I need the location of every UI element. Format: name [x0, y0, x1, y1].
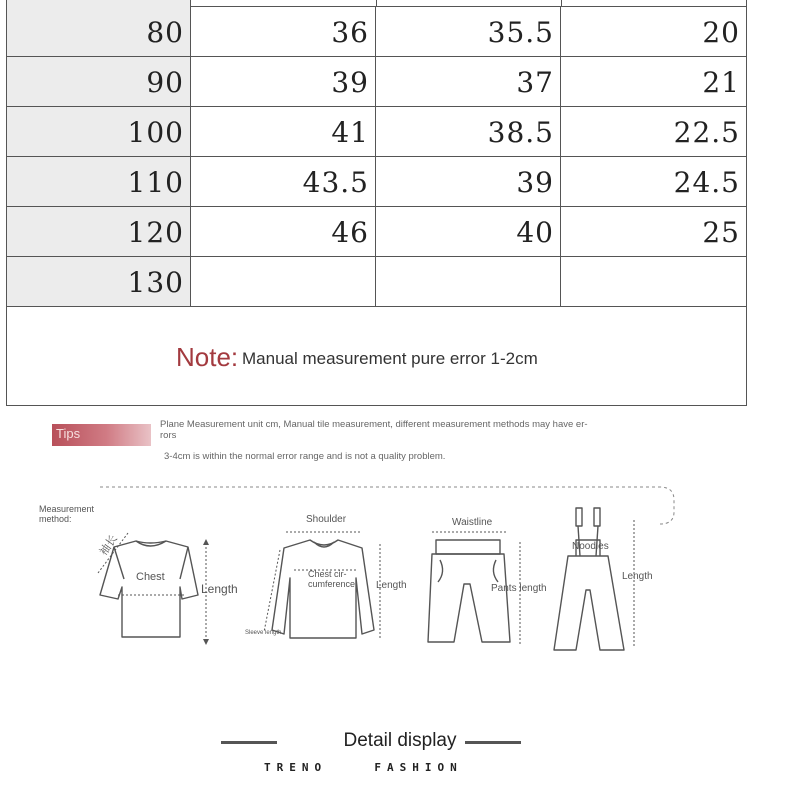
value-cell: 35.5: [376, 7, 561, 57]
sweater-chest-label: [308, 569, 355, 589]
method-label-line-1: Measurement: [39, 504, 95, 514]
value-cell: 43.5: [191, 157, 376, 207]
sweater-length-label: Length: [376, 580, 407, 591]
pants-length-label: Pants length: [491, 583, 547, 594]
value-cell: 39: [376, 157, 561, 207]
value-cell: 39: [191, 57, 376, 107]
size-cell: 80: [6, 7, 191, 57]
value-cell: 25: [561, 207, 747, 257]
value-cell: 40: [376, 207, 561, 257]
sweater-shoulder-label: Shoulder: [306, 514, 347, 525]
value-cell: 38.5: [376, 107, 561, 157]
tshirt-chest-label: Chest: [136, 571, 165, 583]
tshirt-sleeve-label: 袖长: [97, 533, 121, 559]
brand-part-1: TRENO: [264, 761, 328, 774]
brand-part-2: FASHION: [374, 761, 463, 774]
brand-name: [264, 761, 463, 774]
size-cell: 90: [6, 57, 191, 107]
tips-line-2: rors: [160, 430, 177, 441]
note-text: Manual measurement pure error 1-2cm: [242, 349, 538, 368]
tips-label: Tips: [56, 426, 81, 441]
sweater-sleeve-label: Sleeve length: [245, 630, 282, 636]
pants-waist-label: Waistline: [452, 517, 493, 528]
detail-display-title: Detail display: [343, 730, 457, 751]
value-cell: 22.5: [561, 107, 747, 157]
detail-right-rule: [465, 741, 521, 744]
method-label-line-2: method:: [39, 514, 72, 524]
size-cell: 130: [6, 257, 191, 307]
value-cell: 24.5: [561, 157, 747, 207]
value-cell: 20: [561, 7, 747, 57]
value-cell: 37: [376, 57, 561, 107]
sweater-chest-line-1: Chest cir-: [308, 569, 347, 579]
size-cell: 110: [6, 157, 191, 207]
value-cell: 41: [191, 107, 376, 157]
size-cell: 100: [6, 107, 191, 157]
note-label: Note:: [176, 342, 239, 372]
tips-line-1: Plane Measurement unit cm, Manual tile measurement, different measurement methods may have er-: [160, 419, 588, 430]
value-cell: 21: [561, 57, 747, 107]
tshirt-length-label: Length: [201, 582, 238, 596]
value-cell: 36: [191, 7, 376, 57]
sweater-chest-line-2: cumference: [308, 579, 356, 589]
overalls-length-label: Length: [622, 571, 653, 582]
overalls-noodles-label: Noodles: [572, 541, 609, 552]
tips-line-3: 3-4cm is within the normal error range and is not a quality problem.: [164, 451, 446, 462]
value-cell: 46: [191, 207, 376, 257]
size-cell: 120: [6, 207, 191, 257]
